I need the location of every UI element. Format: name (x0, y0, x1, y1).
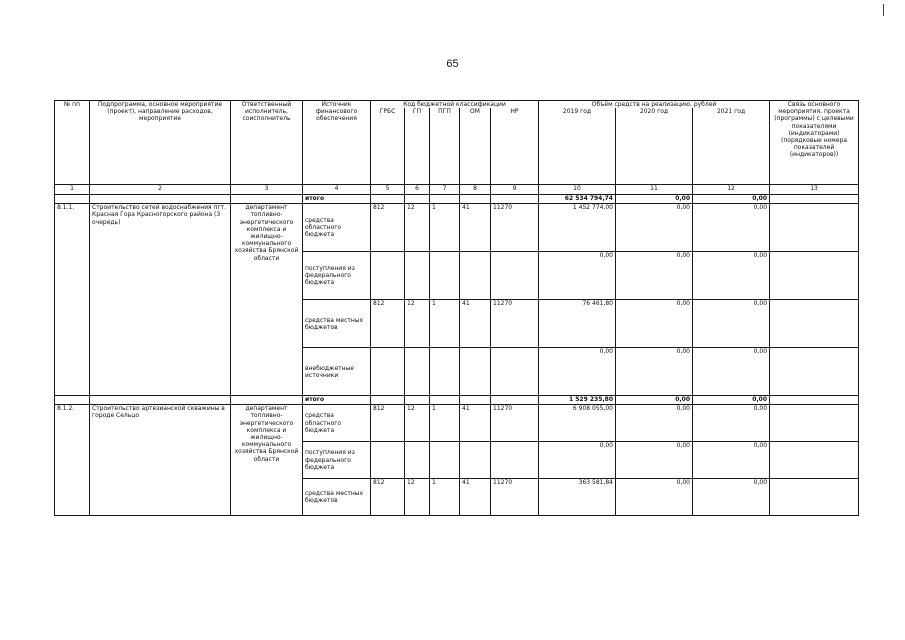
code-grbs: 812 (371, 405, 405, 442)
col-number: 9 (491, 185, 539, 195)
scan-edge-mark (883, 4, 884, 16)
project-name: Строительство сетей водоснабжения пгт. Красная Гора Красногорского района (3 очередь) (90, 204, 231, 396)
value-2020: 0,00 (616, 300, 693, 348)
code-pgp: 1 (430, 405, 460, 442)
value-2019: 363 581,84 (539, 479, 616, 516)
code-pgp: 1 (430, 300, 460, 348)
code-grbs: 812 (371, 479, 405, 516)
funding-source: средства областного бюджета (303, 405, 371, 442)
code-np: 11270 (491, 204, 539, 252)
header-row-main (55, 101, 859, 109)
header-source: Источник финансового обеспечения (303, 101, 371, 185)
code-pgp (430, 442, 460, 479)
code-gp (405, 348, 430, 396)
code-om (460, 348, 491, 396)
code-grbs: 812 (371, 204, 405, 252)
code-np: 11270 (491, 479, 539, 516)
code-om: 41 (460, 479, 491, 516)
total-2020: 0,00 (616, 195, 693, 204)
total-2019: 62 534 794,74 (539, 195, 616, 204)
code-pgp: 1 (430, 479, 460, 516)
col-number: 8 (460, 185, 491, 195)
col-number: 13 (770, 185, 859, 195)
col-number: 12 (693, 185, 770, 195)
value-2021: 0,00 (693, 442, 770, 479)
code-om: 41 (460, 300, 491, 348)
value-2021: 0,00 (693, 348, 770, 396)
col-number: 4 (303, 185, 371, 195)
code-pgp (430, 252, 460, 300)
header-kbk: Код бюджетной классификации (371, 101, 539, 109)
code-om (460, 442, 491, 479)
value-2019: 0,00 (539, 442, 616, 479)
value-2020: 0,00 (616, 442, 693, 479)
code-om: 41 (460, 204, 491, 252)
value-2020: 0,00 (616, 252, 693, 300)
col-number: 11 (616, 185, 693, 195)
code-np (491, 252, 539, 300)
page-number: 65 (446, 58, 459, 70)
value-2019: 0,00 (539, 252, 616, 300)
code-gp: 12 (405, 405, 430, 442)
code-gp: 12 (405, 204, 430, 252)
col-number: 3 (231, 185, 303, 195)
project-total-2021: 0,00 (693, 396, 770, 405)
funding-source: средства местных бюджетов (303, 300, 371, 348)
code-np (491, 348, 539, 396)
code-np: 11270 (491, 405, 539, 442)
project-number: 8.1.2. (55, 405, 90, 516)
code-om: 41 (460, 405, 491, 442)
header-pgp: ПГП (430, 108, 460, 185)
code-np (491, 442, 539, 479)
header-volume: Объём средств на реализацию, рублей (539, 101, 770, 109)
value-2021: 0,00 (693, 252, 770, 300)
value-2021: 0,00 (693, 405, 770, 442)
project-number: 8.1.1. (55, 204, 90, 396)
header-2020: 2020 год (616, 108, 693, 185)
value-2020: 0,00 (616, 204, 693, 252)
col-number: 1 (55, 185, 90, 195)
code-np: 11270 (491, 300, 539, 348)
code-om (460, 252, 491, 300)
column-number-row (55, 185, 859, 195)
header-2021: 2021 год (693, 108, 770, 185)
value-2021: 0,00 (693, 300, 770, 348)
funding-source: поступления из федерального бюджета (303, 252, 371, 300)
code-gp: 12 (405, 479, 430, 516)
header-link: Связь основного мероприятия, проекта (программы) с целевыми показателями (индикаторами) (порядковые номера показателей (индикаторов)) (770, 101, 859, 185)
code-gp: 12 (405, 300, 430, 348)
value-2019: 1 452 774,00 (539, 204, 616, 252)
project-name: Строительство артезианской скважины в городе Сельцо (90, 405, 231, 516)
code-grbs: 812 (371, 300, 405, 348)
header-om: ОМ (460, 108, 491, 185)
funding-source: поступления из федерального бюджета (303, 442, 371, 479)
code-pgp (430, 348, 460, 396)
code-gp (405, 442, 430, 479)
total-label: итого (303, 195, 371, 204)
funding-source: средства областного бюджета (303, 204, 371, 252)
value-2021: 0,00 (693, 204, 770, 252)
header-2019: 2019 год (539, 108, 616, 185)
value-2020: 0,00 (616, 405, 693, 442)
funding-source: внебюджетные источники (303, 348, 371, 396)
value-2020: 0,00 (616, 348, 693, 396)
total-label: итого (303, 396, 371, 405)
header-grbs: ГРБС (371, 108, 405, 185)
code-grbs (371, 442, 405, 479)
project-total-row (55, 396, 859, 405)
col-number: 7 (430, 185, 460, 195)
header-np: НР (491, 108, 539, 185)
funding-source: средства местных бюджетов (303, 479, 371, 516)
code-grbs (371, 348, 405, 396)
budget-table (54, 100, 859, 516)
table-row (55, 204, 859, 252)
value-2019: 76 461,80 (539, 300, 616, 348)
col-number: 6 (405, 185, 430, 195)
header-gp: ГП (405, 108, 430, 185)
col-number: 10 (539, 185, 616, 195)
code-pgp: 1 (430, 204, 460, 252)
project-total-2019: 1 529 235,80 (539, 396, 616, 405)
project-total-2020: 0,00 (616, 396, 693, 405)
value-2019: 0,00 (539, 348, 616, 396)
table-row (55, 405, 859, 442)
header-nn: № пп (55, 101, 90, 185)
value-2021: 0,00 (693, 479, 770, 516)
project-executor: департамент топливно-энергетического комплекса и жилищно-коммунального хозяйства Брянской области (231, 405, 303, 516)
col-number: 2 (90, 185, 231, 195)
value-2019: 6 908 055,00 (539, 405, 616, 442)
code-gp (405, 252, 430, 300)
header-program: Подпрограмма, основное мероприятие (проект), направление расходов, мероприятие (90, 101, 231, 185)
code-grbs (371, 252, 405, 300)
total-row (55, 195, 859, 204)
project-executor: департамент топливно-энергетического комплекса и жилищно-коммунального хозяйства Брянской области (231, 204, 303, 396)
col-number: 5 (371, 185, 405, 195)
total-2021: 0,00 (693, 195, 770, 204)
header-executor: Ответственный исполнитель, соисполнитель (231, 101, 303, 185)
value-2020: 0,00 (616, 479, 693, 516)
